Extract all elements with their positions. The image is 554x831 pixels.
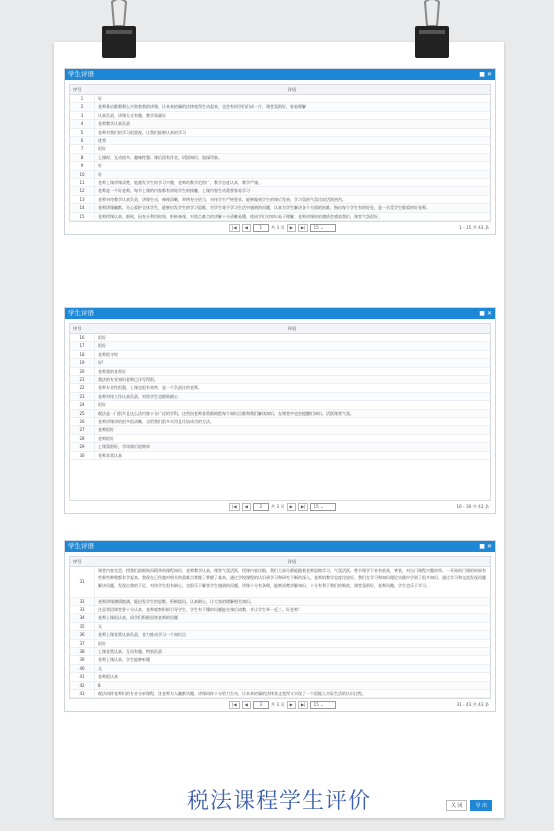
row-number: 27 <box>70 426 95 433</box>
comment-text: 课堂内容完美，授我们最细致而精华的课程知识，老师教学认真，课堂气氛活跃，授课内容详细，我们大部分都能跟着老师思路学习，气氛活跃。曾节课学下来有收获，笑装，对自门课程兴趣浓厚。一开始的门课的时候有些那些种理都有学起来，我现在已经越对相关的重难点掌握了掌握了基本，通过学校课程的认识到学习和研究不断的深入。老师的教学态度比较好，我们在学习和知识理论实践中学到了很多知识，通过学习和交流发现问题解决问题，发现自我的不足。对待学生很有耐心，也很乐于解答学生遇到的问题，讲课十分有条理，能够清楚讲解知识，十分有利于我们的吸收，课堂氛围好，老师风趣，学生也乐于学习。 <box>98 568 486 588</box>
last-page-button[interactable]: ▶| <box>298 224 309 232</box>
first-page-button[interactable]: |◀ <box>229 701 240 709</box>
total-pages-label: 共 3 页 <box>270 702 285 708</box>
table-row[interactable] <box>70 598 490 606</box>
table-row[interactable] <box>70 606 490 614</box>
row-number: 35 <box>70 623 95 630</box>
paper-sheet <box>54 42 504 818</box>
table-row[interactable] <box>70 342 490 350</box>
row-number: 2 <box>70 103 95 110</box>
first-page-button[interactable]: |◀ <box>229 224 240 232</box>
pagination-bar <box>69 699 491 711</box>
record-range-info: 16 - 30 共 43 条 <box>456 504 489 509</box>
total-pages-label: 共 3 页 <box>270 225 285 231</box>
row-number: 9 <box>70 162 95 169</box>
comment-text: 老师务启都那那么兴致勃勃的讲课，让本来枯燥的法律变得生动起来，也会有同学们们成一片，课堂氛围好，容易理解 <box>98 104 306 110</box>
grid-header <box>70 324 490 334</box>
comment-text: 老师很好 <box>98 435 114 441</box>
prev-page-button[interactable]: ◀ <box>242 503 251 511</box>
row-number: 10 <box>70 171 95 178</box>
row-number: 17 <box>70 342 95 349</box>
row-number: 15 <box>70 213 95 220</box>
table-row[interactable] <box>70 376 490 384</box>
comment-text: 好 <box>98 96 102 101</box>
table-row[interactable] <box>70 410 490 418</box>
comment-text: 我法的专业知识老师已详写得很。 <box>98 377 158 383</box>
comment-text: 老师上课讲课清楚，能激发学生的学习兴趣，老师的教学范围广，教学态度认真，教学严谨。 <box>98 180 262 186</box>
table-row[interactable] <box>70 103 490 111</box>
table-row[interactable] <box>70 401 490 409</box>
row-number: 36 <box>70 631 95 638</box>
table-row[interactable] <box>70 120 490 128</box>
comment-text: 税法同样老师们的专业分析课程，沈老师为人幽默风趣，讲课同样十分给力生动，让本来枯燥的法律条文变得又实现了一个很地入实际生活的认识过程。 <box>98 691 366 697</box>
export-button[interactable]: 导 出 <box>470 800 492 811</box>
row-number: 12 <box>70 187 95 194</box>
table-row[interactable] <box>70 179 490 187</box>
row-number: 21 <box>70 376 95 383</box>
table-row[interactable] <box>70 171 490 179</box>
window-title: 学生评语 <box>68 542 94 550</box>
comment-text: 无 <box>98 623 102 629</box>
table-row[interactable] <box>70 187 490 195</box>
grid-header <box>70 85 490 95</box>
binder-clip-icon <box>98 0 140 62</box>
comment-text: 好 <box>98 163 102 169</box>
comment-text: 很好 <box>98 640 106 646</box>
comment-text: 老师上课认真，学生能够听懂 <box>98 657 150 663</box>
row-number: 19 <box>70 359 95 366</box>
table-row[interactable] <box>70 435 490 443</box>
table-row[interactable] <box>70 112 490 120</box>
row-number: 3 <box>70 112 95 119</box>
comment-text: 老师很认真 <box>98 674 118 680</box>
column-header-comment[interactable]: 评语 <box>287 326 297 331</box>
pagination-bar <box>69 222 491 234</box>
row-number: 1 <box>70 95 95 102</box>
comment-text: 老师对待工作认真负责，对待学生也细致耐心 <box>98 393 178 399</box>
table-row[interactable] <box>70 648 490 656</box>
prev-page-button[interactable]: ◀ <box>242 224 251 232</box>
table-row[interactable] <box>70 443 490 451</box>
table-row[interactable] <box>70 614 490 622</box>
row-number: 4 <box>70 120 95 127</box>
close-icon[interactable]: ✕ <box>486 71 492 78</box>
row-number: 22 <box>70 384 95 391</box>
evaluation-grid <box>69 556 491 699</box>
maximize-icon[interactable]: ■ <box>479 71 485 78</box>
close-icon[interactable]: ✕ <box>486 310 492 317</box>
table-row[interactable] <box>70 673 490 681</box>
row-number: 26 <box>70 418 95 425</box>
close-button[interactable]: 关 闭 <box>446 800 468 811</box>
page-size-select[interactable]: 15 ⌄ <box>310 503 336 511</box>
comment-text: 无 <box>98 665 102 671</box>
table-row[interactable] <box>70 656 490 664</box>
comment-text: 老师很好 <box>98 427 114 433</box>
row-number: 39 <box>70 656 95 663</box>
comment-text: 上课时，互动较多，趣味性强；课后留有作业，巩固知识，加深印象。 <box>98 154 222 160</box>
comment-text: 老师上课非常认真负责，非力推动学习一个知识点 <box>98 632 186 638</box>
table-row[interactable] <box>70 351 490 359</box>
comment-text: 老师非常认真 <box>98 452 122 458</box>
table-row[interactable] <box>70 640 490 648</box>
comment-text: 上课氛围好，学风课后很简单 <box>98 444 150 450</box>
comment-text: 老师对待教学认真负责，讲课生动，條理清晰，举例充分恰当，对待学生严格要求，能够做到学生的课后发展，学习氛围气氛比较活跃热烈。 <box>98 196 346 202</box>
next-page-button[interactable]: ▶ <box>287 701 296 709</box>
pagination-bar <box>69 501 491 513</box>
evaluation-window-1 <box>64 68 496 235</box>
row-number: 33 <box>70 606 95 613</box>
table-row[interactable] <box>70 368 490 376</box>
comment-text: 很好 <box>98 343 106 349</box>
column-header-no[interactable]: 序号 <box>73 326 82 331</box>
evaluation-window-3 <box>64 540 496 712</box>
comment-text: 很好 <box>98 335 106 340</box>
prev-page-button[interactable]: ◀ <box>242 701 251 709</box>
window-titlebar <box>65 541 495 552</box>
table-row[interactable] <box>70 418 490 426</box>
comment-text: 老师教学认真负责 <box>98 121 130 127</box>
table-row[interactable] <box>70 452 490 460</box>
comment-text: 税法是一门很多且这么法内容十分广泛的学科，这些因老师非常细致把每个知识点都和我们解读知识，在课堂中也会提醒们知识，活跃课堂气氛。 <box>98 410 354 416</box>
row-number: 14 <box>70 204 95 211</box>
comment-text: 优秀 <box>98 138 106 144</box>
page-size-select[interactable]: 15 ⌄ <box>310 701 336 709</box>
row-number: 23 <box>70 393 95 400</box>
table-row[interactable] <box>70 426 490 434</box>
page-title: 税法课程学生评价 <box>186 789 371 814</box>
next-page-button[interactable]: ▶ <box>287 224 296 232</box>
comment-text: 很好 <box>98 146 106 152</box>
row-number: 24 <box>70 401 95 408</box>
row-number: 16 <box>70 334 95 341</box>
table-row[interactable] <box>70 359 490 367</box>
table-row[interactable] <box>70 682 490 690</box>
window-title: 学生评语 <box>68 309 94 317</box>
row-number: 38 <box>70 648 95 655</box>
table-row[interactable] <box>70 567 490 598</box>
comment-text: 好 <box>98 171 102 177</box>
comment-text: 认真负责，讲课方式有趣，教学质量好 <box>98 112 166 118</box>
comment-text: 很好 <box>98 402 106 408</box>
total-pages-label: 共 3 页 <box>270 504 285 509</box>
row-number: 37 <box>70 640 95 647</box>
comment-text: 上课非常认真，互动有趣，特别负责 <box>98 649 162 655</box>
page-size-select[interactable]: 15 ⌄ <box>310 224 336 232</box>
row-number: 40 <box>70 665 95 672</box>
table-row[interactable] <box>70 137 490 145</box>
table-row[interactable] <box>70 162 490 170</box>
row-number: 29 <box>70 443 95 450</box>
comment-text: 老师对我们的学习很重视，让我们能够认真的学习 <box>98 129 186 135</box>
grid-header <box>70 557 490 567</box>
row-number: 42 <box>70 682 95 689</box>
table-row[interactable] <box>70 204 490 212</box>
row-number: 34 <box>70 614 95 621</box>
row-number: 11 <box>70 179 95 186</box>
column-header-comment[interactable]: 评语 <box>287 87 297 92</box>
table-row[interactable] <box>70 95 490 103</box>
column-header-no[interactable]: 序号 <box>73 87 82 92</box>
table-row[interactable] <box>70 393 490 401</box>
grid-body <box>70 334 490 460</box>
table-row[interactable] <box>70 631 490 639</box>
last-page-button[interactable]: ▶| <box>298 503 309 511</box>
row-number: 8 <box>70 154 95 161</box>
table-row[interactable] <box>70 334 490 342</box>
table-row[interactable] <box>70 145 490 153</box>
row-number: 32 <box>70 598 95 605</box>
comment-text: 老师是一个好老师，每节上课的内容都有初始学生的接触，上课内容生动重要容易学习 <box>98 188 250 194</box>
row-number: 20 <box>70 368 95 375</box>
row-number: 5 <box>70 129 95 136</box>
comment-text: 老师很守时 <box>98 351 118 357</box>
grid-body <box>70 567 490 698</box>
comment-text: 老师上课很认真，同学们积极回答老师的问题 <box>98 615 178 621</box>
page-number-input[interactable]: 2 <box>253 503 269 511</box>
maximize-icon[interactable]: ■ <box>479 310 485 317</box>
row-number: 30 <box>70 452 95 459</box>
page-number-input[interactable]: 3 <box>253 701 269 709</box>
row-number: 25 <box>70 410 95 417</box>
row-number: 7 <box>70 145 95 152</box>
comment-text: 老师专业性很强，上课也很有效率，是一个负责任的老师。 <box>98 385 202 391</box>
page-number-input[interactable]: 1 <box>253 224 269 232</box>
window-titlebar <box>65 308 495 319</box>
row-number: 43 <box>70 690 95 697</box>
window-titlebar <box>65 69 495 80</box>
comment-text: 老师讲课激情饱满，能启发学生的思维，积极提问，认真耐心，让大家的理解相关知识。 <box>98 598 254 604</box>
row-number: 28 <box>70 435 95 442</box>
grid-body <box>70 95 490 221</box>
window-title: 学生评语 <box>68 70 94 78</box>
binder-clip-icon <box>411 0 453 62</box>
table-row[interactable] <box>70 154 490 162</box>
row-number: 6 <box>70 137 95 144</box>
evaluation-window-2 <box>64 307 496 514</box>
comment-text: 注意领悟课堂要十分认真，老师观察积极引导学生，学生有不懂的问题能在课后请教，并让学生举一反三。好老师！ <box>98 607 302 612</box>
comment-text: 8 <box>98 682 101 688</box>
comment-text: 老师授课认真，细致，因充分利用时间，积极备课，对重点难点的讲解十分清晰易懂，使同学们对知识易于理解，老师讲课时的激情会感染我们，课堂气氛很好。 <box>98 213 382 219</box>
maximize-icon[interactable]: ■ <box>479 543 485 550</box>
last-page-button[interactable]: ▶| <box>298 701 309 709</box>
evaluation-grid <box>69 323 491 501</box>
table-row[interactable] <box>70 196 490 204</box>
comment-text: 老师讲课讲的很多很清晰，交给我们很多实用且比较成功的方法。 <box>98 419 214 425</box>
first-page-button[interactable]: |◀ <box>229 503 240 511</box>
table-row[interactable] <box>70 665 490 673</box>
row-number: 31 <box>70 567 95 597</box>
column-header-no[interactable]: 序号 <box>73 559 82 564</box>
row-number: 18 <box>70 351 95 358</box>
comment-text: 老师讲课幽默，关心爱护全体学生，能够启发学生的学习思维，对学生寄予学习生活中遇到的问题，认真为学生解决各个方面的困难，指出每个学生有的好处，是一名受学生敬爱的好老师。 <box>98 205 430 211</box>
table-row[interactable] <box>70 213 490 221</box>
row-number: 41 <box>70 673 95 680</box>
record-range-info: 31 - 43 共 43 条 <box>456 702 489 708</box>
table-row[interactable] <box>70 690 490 698</box>
comment-text: 好! <box>98 360 104 366</box>
table-row[interactable] <box>70 623 490 631</box>
table-row[interactable] <box>70 129 490 137</box>
row-number: 13 <box>70 196 95 203</box>
column-header-comment[interactable]: 评语 <box>287 559 297 564</box>
comment-text: 老师我的非常好 <box>98 368 126 374</box>
close-icon[interactable]: ✕ <box>486 543 492 550</box>
evaluation-grid <box>69 84 491 222</box>
record-range-info: 1 - 15 共 43 条 <box>459 225 489 231</box>
table-row[interactable] <box>70 384 490 392</box>
next-page-button[interactable]: ▶ <box>287 503 296 511</box>
